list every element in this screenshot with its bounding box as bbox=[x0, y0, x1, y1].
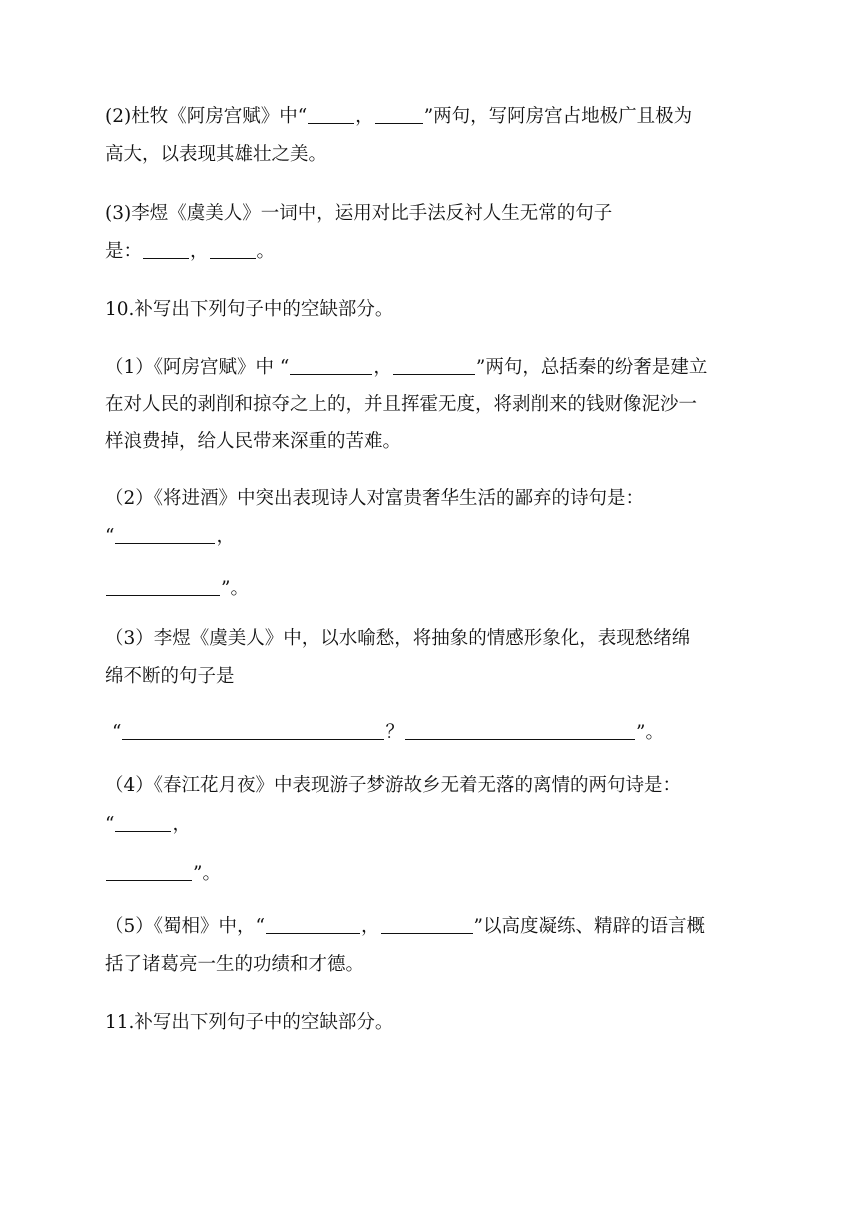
separator: ？ bbox=[385, 722, 404, 743]
question-text: ”两句，写阿房宫占地极广且极为 bbox=[423, 106, 693, 127]
question-9-3-line-2 bbox=[105, 239, 760, 265]
question-9-2-line-1 bbox=[105, 104, 760, 130]
question-10-2-line-2 bbox=[105, 524, 760, 550]
separator: ， bbox=[360, 916, 380, 937]
answer-blank[interactable] bbox=[143, 240, 189, 259]
separator: ， bbox=[172, 814, 191, 835]
answer-blank[interactable] bbox=[375, 105, 423, 124]
question-10-1-line-2 bbox=[105, 392, 760, 418]
question-text: （4）《春江花月夜》中表现游子梦游故乡无着无落的离情的两句诗是： bbox=[105, 775, 682, 796]
question-text: （3）李煜《虞美人》中，以水喻愁，将抽象的情感形象化，表现愁绪绵 bbox=[105, 628, 691, 649]
question-10-3-line-3 bbox=[112, 720, 760, 746]
question-10-5-line-2 bbox=[105, 952, 760, 978]
question-text: 绵不断的句子是 bbox=[105, 666, 235, 687]
separator: ， bbox=[190, 241, 209, 262]
question-title: 10.补写出下列句子中的空缺部分。 bbox=[105, 299, 394, 320]
question-text: 样浪费掉，给人民带来深重的苦难。 bbox=[105, 431, 402, 452]
question-10-3-line-2 bbox=[105, 664, 760, 690]
close-quote: ”。 bbox=[193, 863, 221, 884]
question-10-3-line-1 bbox=[105, 626, 760, 652]
answer-blank[interactable] bbox=[106, 577, 220, 596]
answer-blank[interactable] bbox=[115, 525, 215, 544]
question-10-2-line-1 bbox=[105, 486, 760, 512]
question-11-title bbox=[105, 1010, 760, 1036]
question-title: 11.补写出下列句子中的空缺部分。 bbox=[105, 1012, 394, 1033]
answer-blank[interactable] bbox=[405, 721, 635, 740]
separator: ， bbox=[373, 357, 392, 378]
separator: ， bbox=[355, 106, 374, 127]
question-10-4-line-1 bbox=[105, 773, 760, 799]
answer-blank[interactable] bbox=[290, 356, 372, 375]
answer-blank[interactable] bbox=[210, 240, 256, 259]
answer-blank[interactable] bbox=[106, 862, 192, 881]
question-text: ”两句，总括秦的纷奢是建立 bbox=[475, 357, 708, 378]
question-10-4-line-3 bbox=[105, 861, 760, 887]
question-text: 是： bbox=[105, 241, 143, 262]
open-quote: “ bbox=[105, 814, 115, 835]
open-quote: “ bbox=[112, 722, 122, 743]
answer-blank[interactable] bbox=[115, 813, 171, 832]
question-9-3-line-1 bbox=[105, 201, 760, 227]
question-text: 高大，以表现其雄壮之美。 bbox=[105, 144, 328, 165]
answer-blank[interactable] bbox=[381, 915, 473, 934]
separator: ， bbox=[216, 526, 235, 547]
close-quote: ”。 bbox=[221, 578, 249, 599]
question-10-2-line-3 bbox=[105, 576, 760, 602]
question-10-1-line-1 bbox=[105, 355, 760, 381]
answer-blank[interactable] bbox=[393, 356, 475, 375]
answer-blank[interactable] bbox=[266, 915, 360, 934]
question-text: 括了诸葛亮一生的功绩和才德。 bbox=[105, 954, 365, 975]
answer-blank[interactable] bbox=[122, 721, 384, 740]
open-quote: “ bbox=[105, 526, 115, 547]
question-10-5-line-1 bbox=[105, 914, 760, 940]
question-10-title bbox=[105, 297, 760, 323]
question-text: （2）《将进酒》中突出表现诗人对富贵奢华生活的鄙弃的诗句是： bbox=[105, 488, 645, 509]
separator: 。 bbox=[256, 241, 276, 262]
question-text: (3)李煜《虞美人》一词中，运用对比手法反衬人生无常的句子 bbox=[105, 203, 613, 224]
question-10-4-line-2 bbox=[105, 812, 760, 838]
question-text: (2)杜牧《阿房宫赋》中“ bbox=[105, 106, 308, 127]
question-9-2-line-2 bbox=[105, 142, 760, 168]
question-text: 在对人民的剥削和掠夺之上的，并且挥霍无度，将剥削来的钱财像泥沙一 bbox=[105, 394, 698, 415]
question-text: （1）《阿房宫赋》中 “ bbox=[105, 357, 290, 378]
question-10-1-line-3 bbox=[105, 429, 760, 455]
close-quote: ”。 bbox=[635, 722, 664, 743]
question-text: ”以高度凝练、精辟的语言概 bbox=[473, 916, 705, 937]
question-text: （5）《蜀相》中，“ bbox=[105, 916, 265, 937]
answer-blank[interactable] bbox=[308, 105, 354, 124]
